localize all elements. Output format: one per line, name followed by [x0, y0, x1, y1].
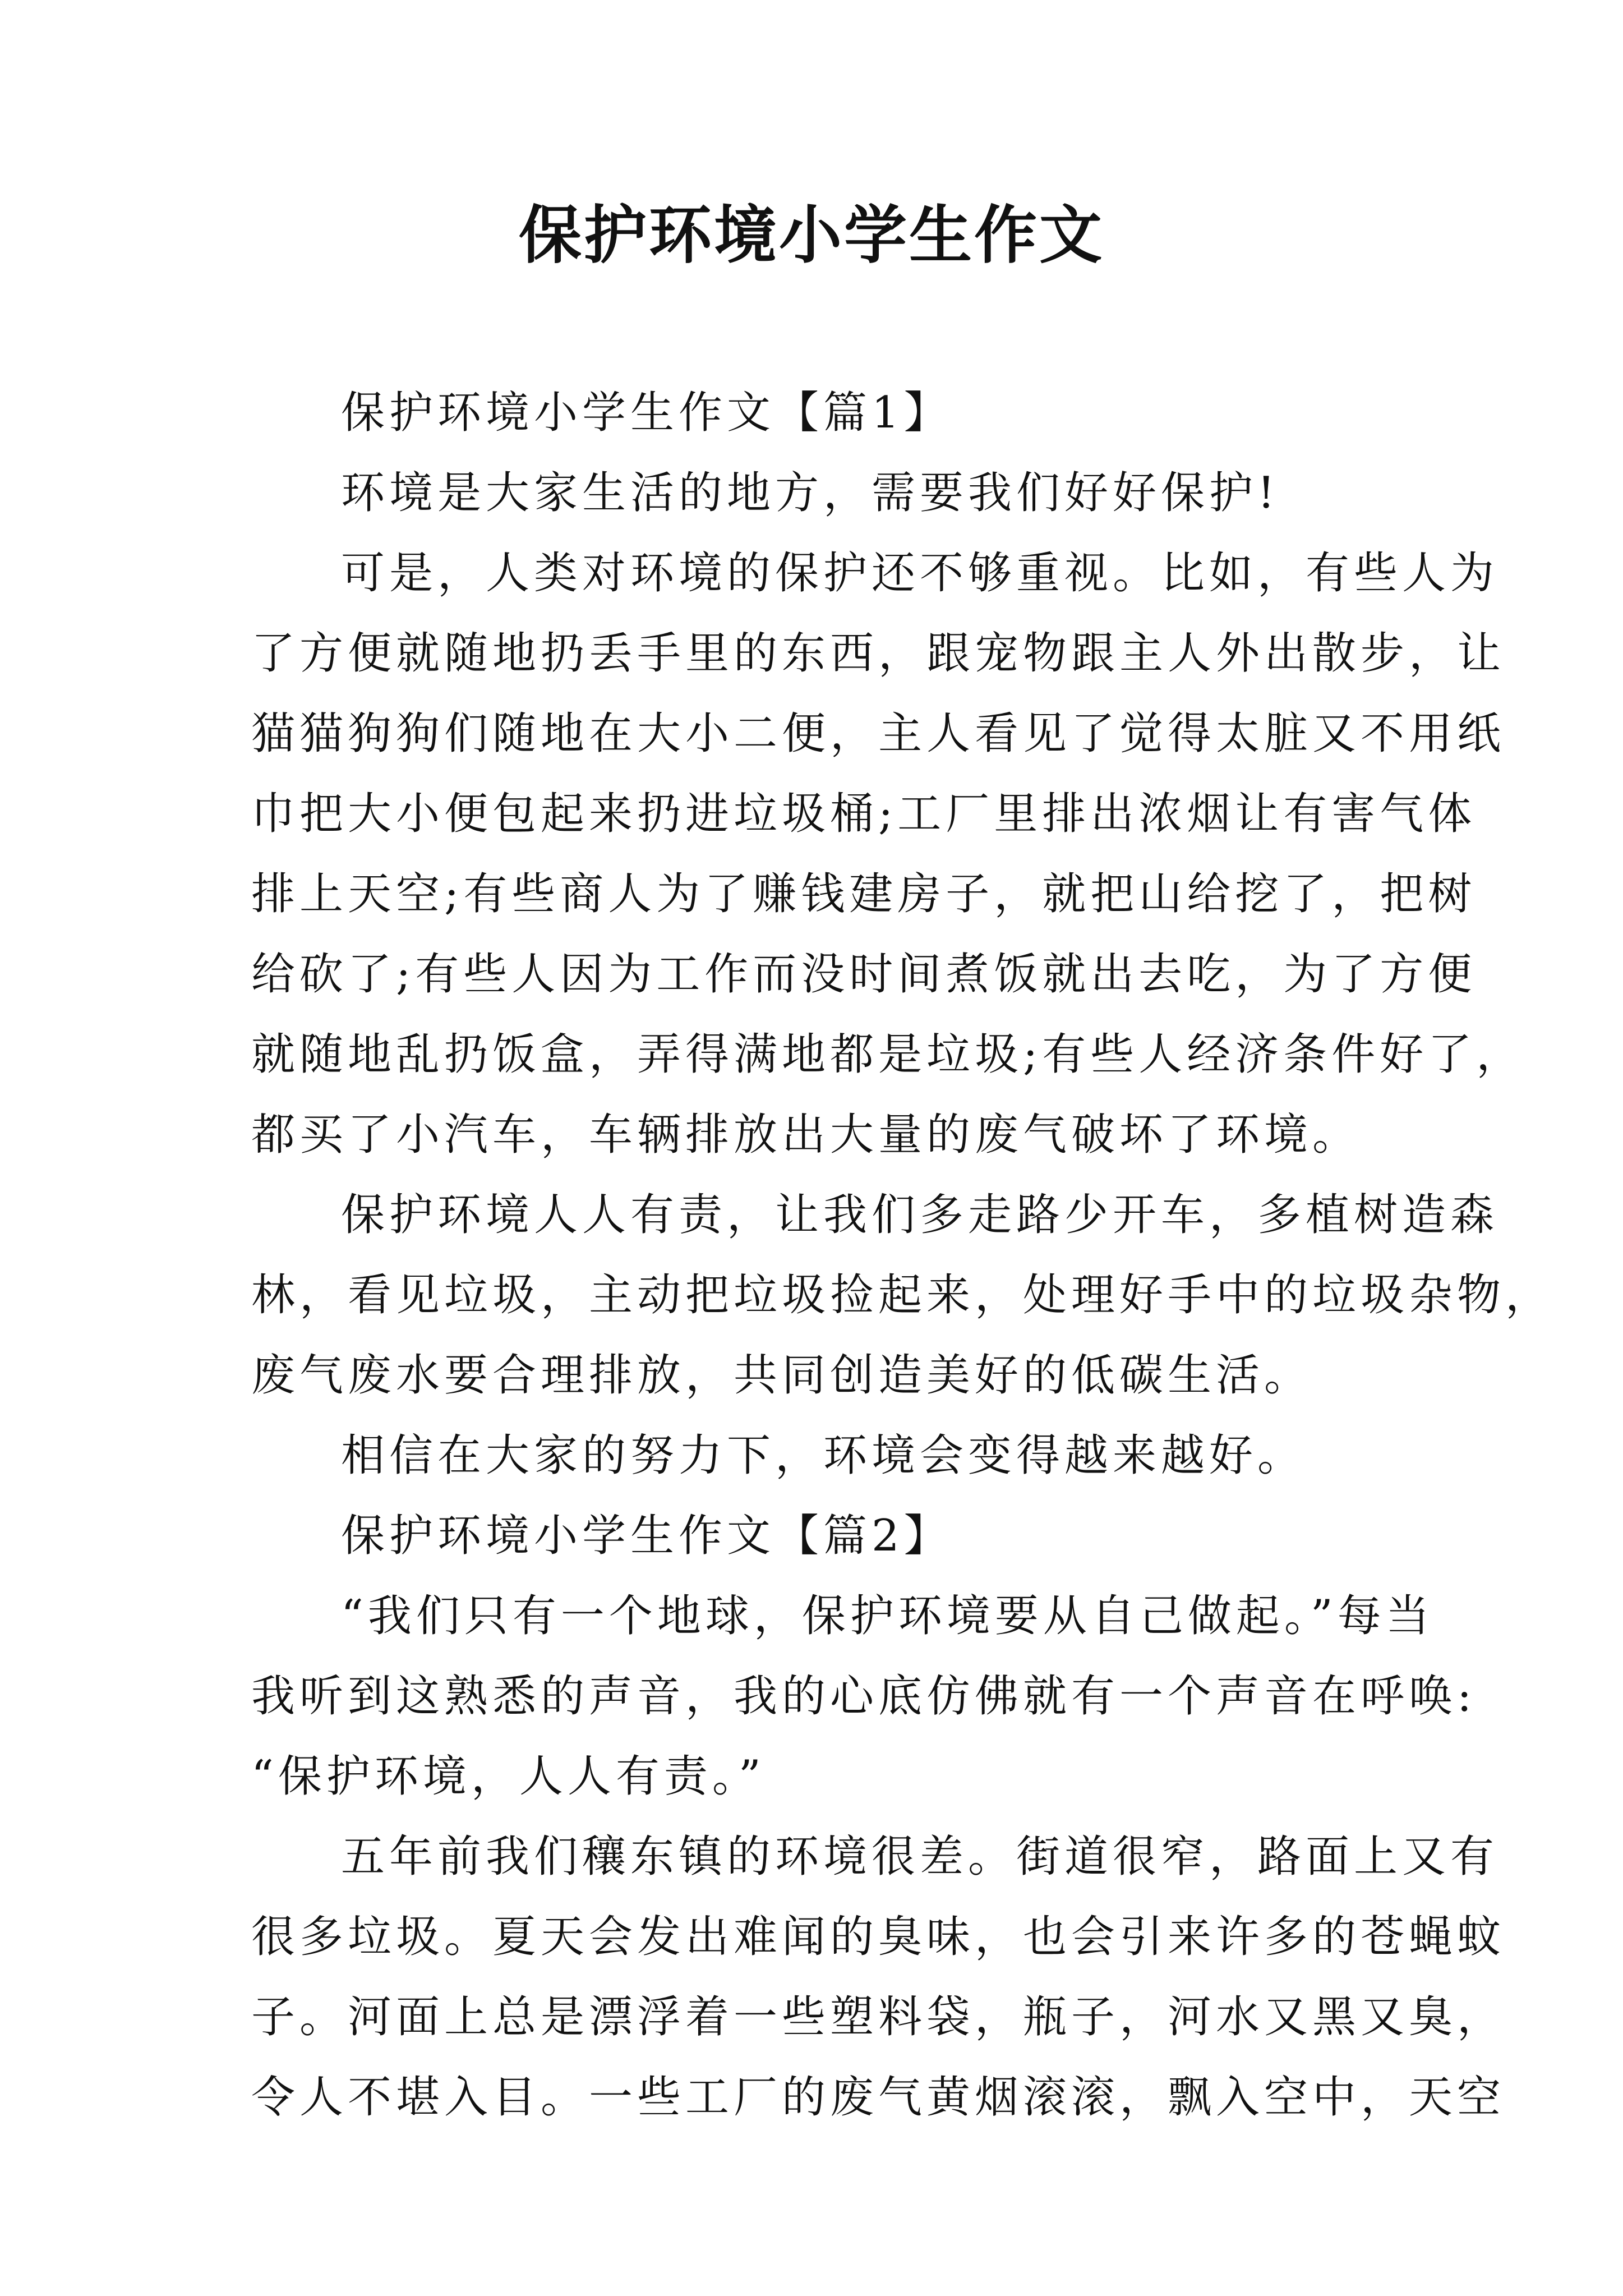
text-line: 可是，人类对环境的保护还不够重视。比如，有些人为	[341, 548, 1499, 599]
text-line: 了方便就随地扔丢手里的东西，跟宠物跟主人外出散步，让	[251, 628, 1506, 679]
text-line: 令人不堪入目。一些工厂的废气黄烟滚滚，飘入空中，天空	[251, 2072, 1506, 2123]
text-line: “保护环境，人人有责。”	[251, 1751, 766, 1802]
document-title: 保护环境小学生作文	[519, 199, 1104, 272]
text-line: 保护环境小学生作文【篇1】	[341, 388, 952, 438]
text-line: 我听到这熟悉的声音，我的心底仿佛就有一个声音在呼唤:	[251, 1671, 1477, 1722]
text-line: 给砍了;有些人因为工作而没时间煮饭就出去吃，为了方便	[251, 949, 1477, 1000]
text-line: “我们只有一个地球，保护环境要从自己做起。”每当	[341, 1591, 1434, 1641]
text-line: 环境是大家生活的地方，需要我们好好保护!	[341, 468, 1280, 518]
text-line: 巾把大小便包起来扔进垃圾桶;工厂里排出浓烟让有害气体	[251, 789, 1477, 839]
text-line: 林，看见垃圾，主动把垃圾捡起来，处理好手中的垃圾杂物，	[251, 1270, 1554, 1320]
text-line: 子。河面上总是漂浮着一些塑料袋，瓶子，河水又黑又臭，	[251, 1992, 1506, 2042]
text-line: 相信在大家的努力下，环境会变得越来越好。	[341, 1430, 1306, 1481]
text-line: 排上天空;有些商人为了赚钱建房子，就把山给挖了，把树	[251, 869, 1477, 919]
text-line: 就随地乱扔饭盒，弄得满地都是垃圾;有些人经济条件好了，	[251, 1029, 1525, 1080]
document-body	[251, 373, 1554, 2138]
text-line: 保护环境人人有责，让我们多走路少开车，多植树造森	[341, 1190, 1499, 1240]
text-line: 猫猫狗狗们随地在大小二便，主人看见了觉得太脏又不用纸	[251, 708, 1506, 759]
text-line: 都买了小汽车，车辆排放出大量的废气破坏了环境。	[251, 1110, 1361, 1160]
text-line: 废气废水要合理排放，共同创造美好的低碳生活。	[251, 1350, 1313, 1401]
text-line: 五年前我们穰东镇的环境很差。街道很窄，路面上又有	[341, 1832, 1499, 1882]
text-line: 保护环境小学生作文【篇2】	[341, 1511, 952, 1561]
text-line: 很多垃圾。夏天会发出难闻的臭味，也会引来许多的苍蝇蚊	[251, 1912, 1506, 1962]
